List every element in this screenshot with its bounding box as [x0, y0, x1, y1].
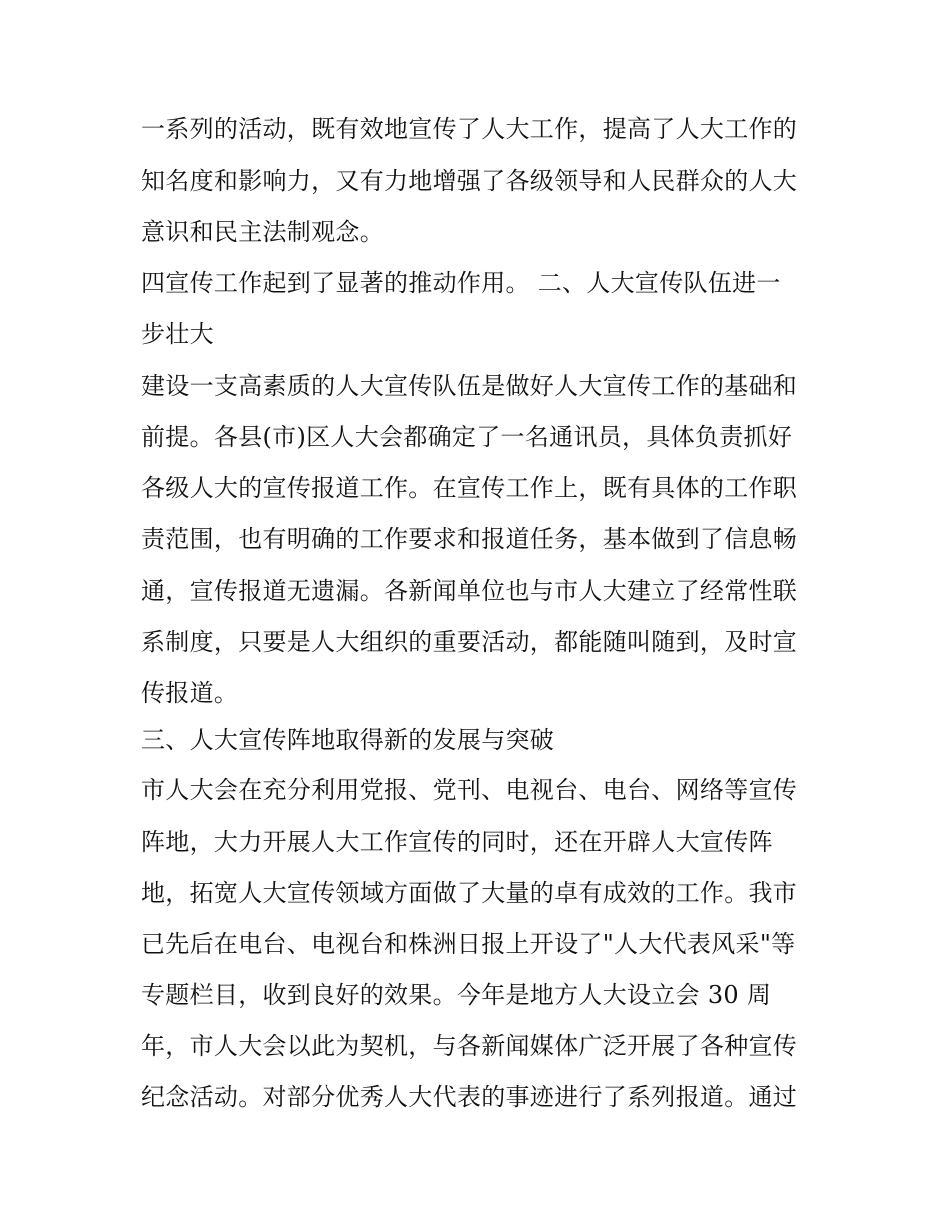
text-line: 阵地，大力开展人大工作宣传的同时，还在开辟人大宣传阵 [141, 828, 773, 856]
text-line: 市人大会在充分利用党报、党刊、电视台、电台、网络等宣传 [141, 776, 798, 804]
text-line: 通，宣传报道无遗漏。各新闻单位也与市人大建立了经常性联 [141, 577, 798, 605]
text-line: 各级人大的宣传报道工作。在宣传工作上，既有具体的工作职 [141, 474, 798, 502]
text-line: 一系列的活动，既有效地宣传了人大工作，提高了人大工作的 [141, 115, 798, 143]
text-line: 前提。各县(市)区人大会都确定了一名通讯员，具体负责抓好 [141, 423, 793, 451]
text-line: 意识和民主法制观念。 [141, 218, 384, 246]
text-line: 建设一支高素质的人大宣传队伍是做好人大宣传工作的基础和 [141, 372, 798, 400]
text-line: 已先后在电台、电视台和株洲日报上开设了"人大代表风采"等 [141, 930, 796, 958]
text-line: 系制度，只要是人大组织的重要活动，都能随叫随到，及时宣 [141, 628, 798, 656]
text-line: 年，市人大会以此为契机，与各新闻媒体广泛开展了各种宣传 [141, 1032, 798, 1060]
text-line: 四宣传工作起到了显著的推动作用。 二、人大宣传队伍进一 [141, 269, 781, 297]
text-line: 纪念活动。对部分优秀人大代表的事迹进行了系列报道。通过 [141, 1083, 798, 1111]
text-line: 地，拓宽人大宣传领域方面做了大量的卓有成效的工作。我市 [141, 879, 798, 907]
section-heading: 三、人大宣传阵地取得新的发展与突破 [141, 726, 555, 754]
text-line: 步壮大 [141, 320, 214, 348]
text-line: 责范围，也有明确的工作要求和报道任务，基本做到了信息畅 [141, 525, 798, 553]
text-line: 专题栏目，收到良好的效果。今年是地方人大设立会 30 周 [141, 981, 772, 1009]
text-line: 传报道。 [141, 679, 239, 707]
text-line: 知名度和影响力，又有力地增强了各级领导和人民群众的人大 [141, 167, 798, 195]
